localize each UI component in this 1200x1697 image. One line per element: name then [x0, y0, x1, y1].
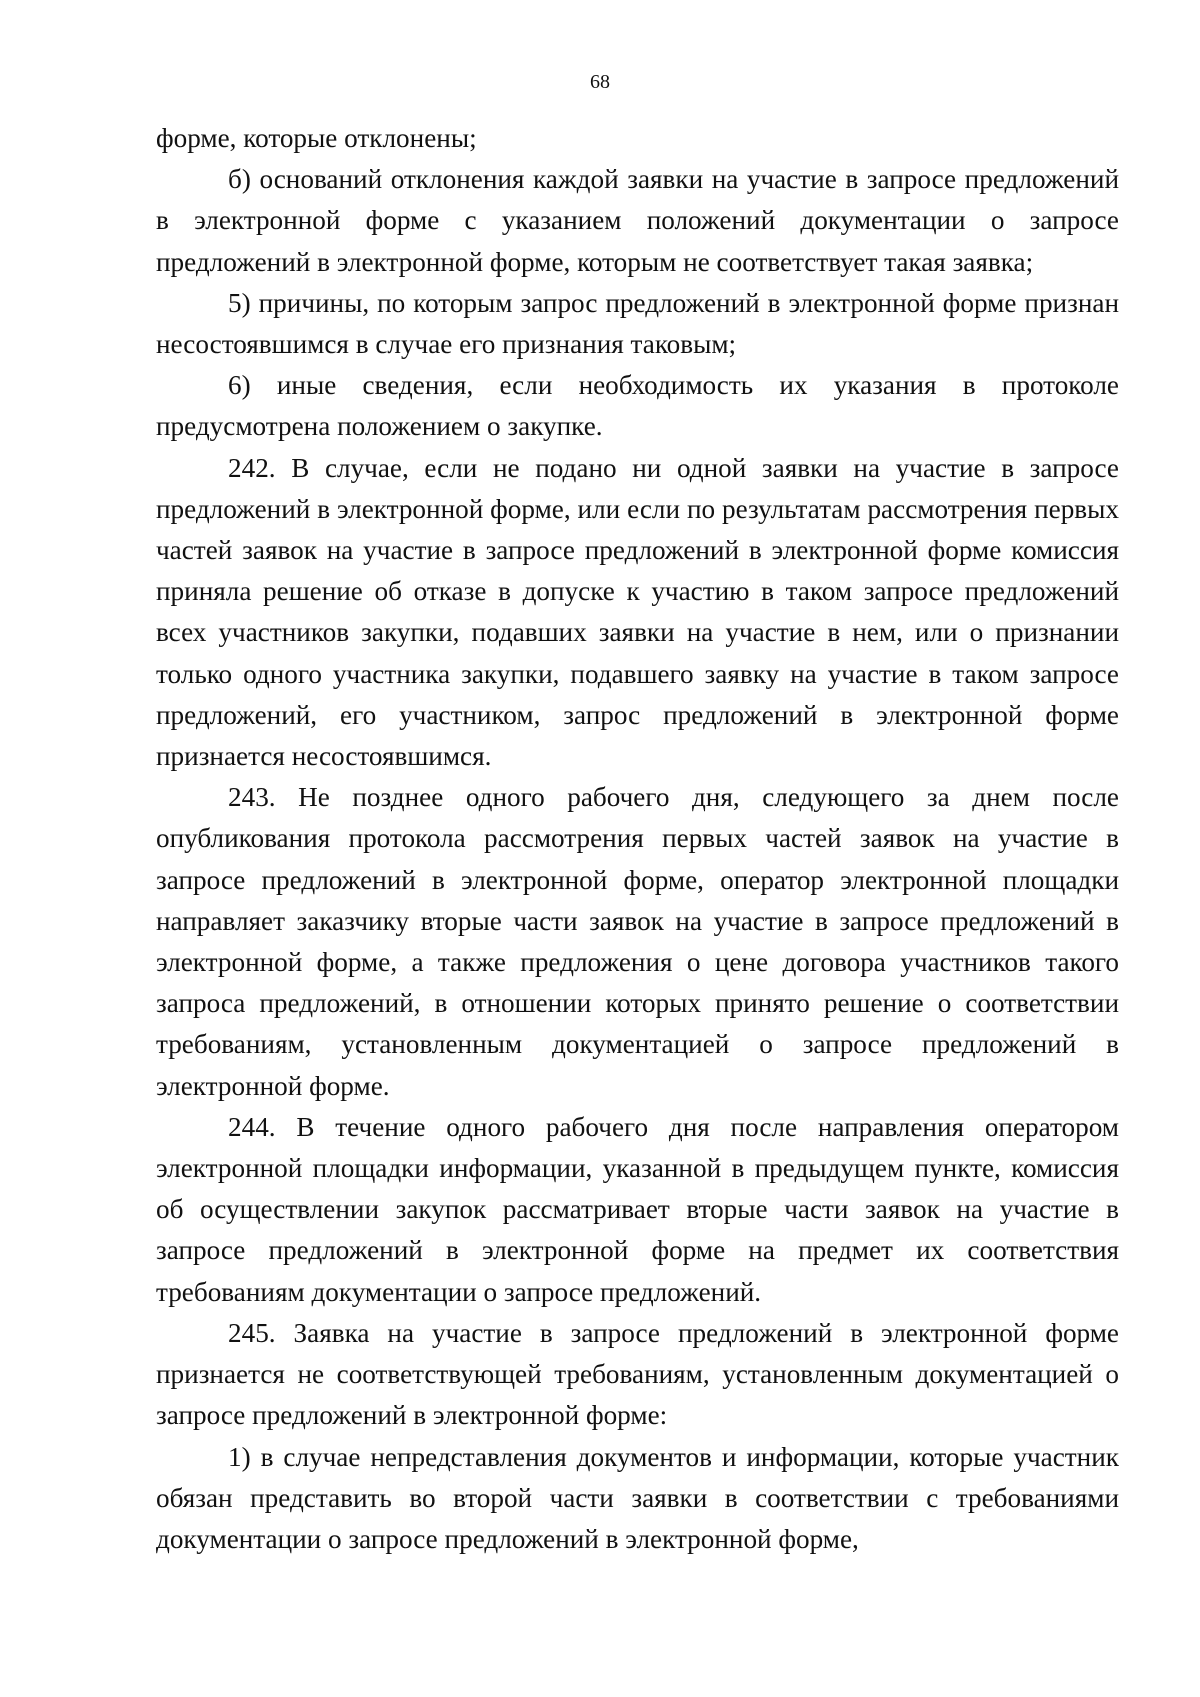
page-number: 68	[590, 71, 610, 93]
paragraph-clause-244: 244. В течение одного рабочего дня после направления оператором электронной площадки информации, указанной в предыдущем пункте, комиссия об осуществлении закупок рассматривает вторые части заявок на участие в запросе предложений в электронной форме на предмет их соответствия требованиям документации о запросе предложений.	[156, 1111, 1119, 1307]
body-text	[156, 118, 1119, 1560]
paragraph-item-6: 6) иные сведения, если необходимость их указания в протоколе предусмотрена положением о закупке.	[156, 370, 1119, 442]
paragraph-subitem-b: б) оснований отклонения каждой заявки на участие в запросе предложений в электронной форме с указанием положений документации о запросе предложений в электронной форме, которым не соответствует такая заявка;	[156, 164, 1119, 277]
paragraph-clause-245: 245. Заявка на участие в запросе предложений в электронной форме признается не соответствующей требованиям, установленным документацией о запросе предложений в электронной форме:	[156, 1317, 1119, 1431]
paragraph-clause-242: 242. В случае, если не подано ни одной заявки на участие в запросе предложений в электронной форме, или если по результатам рассмотрения первых частей заявок на участие в запросе предложений в электронной форме комиссия приняла решение об отказе в допуске к участию в таком запросе предложений всех участников закупки, подавших заявки на участие в нем, или о признании только одного участника закупки, подавшего заявку на участие в таком запросе предложений, его участником, запрос предложений в электронной форме признается несостоявшимся.	[156, 452, 1119, 772]
paragraph-clause-243: 243. Не позднее одного рабочего дня, следующего за днем после опубликования протокола рассмотрения первых частей заявок на участие в запросе предложений в электронной форме, оператор электронной площадки направляет заказчику вторые части заявок на участие в запросе предложений в электронной форме, а также предложения о цене договора участников такого запроса предложений, в отношении которых принято решение о соответствии требованиям, установленным документацией о запросе предложений в электронной форме.	[156, 782, 1119, 1101]
paragraph-continuation: форме, которые отклонены;	[156, 123, 477, 153]
paragraph-item-1: 1) в случае непредставления документов и информации, которые участник обязан представить во второй части заявки в соответствии с требованиями документации о запросе предложений в электронной форме,	[156, 1441, 1119, 1554]
paragraph-item-5: 5) причины, по которым запрос предложений в электронной форме признан несостоявшимся в случае его признания таковым;	[156, 287, 1119, 360]
